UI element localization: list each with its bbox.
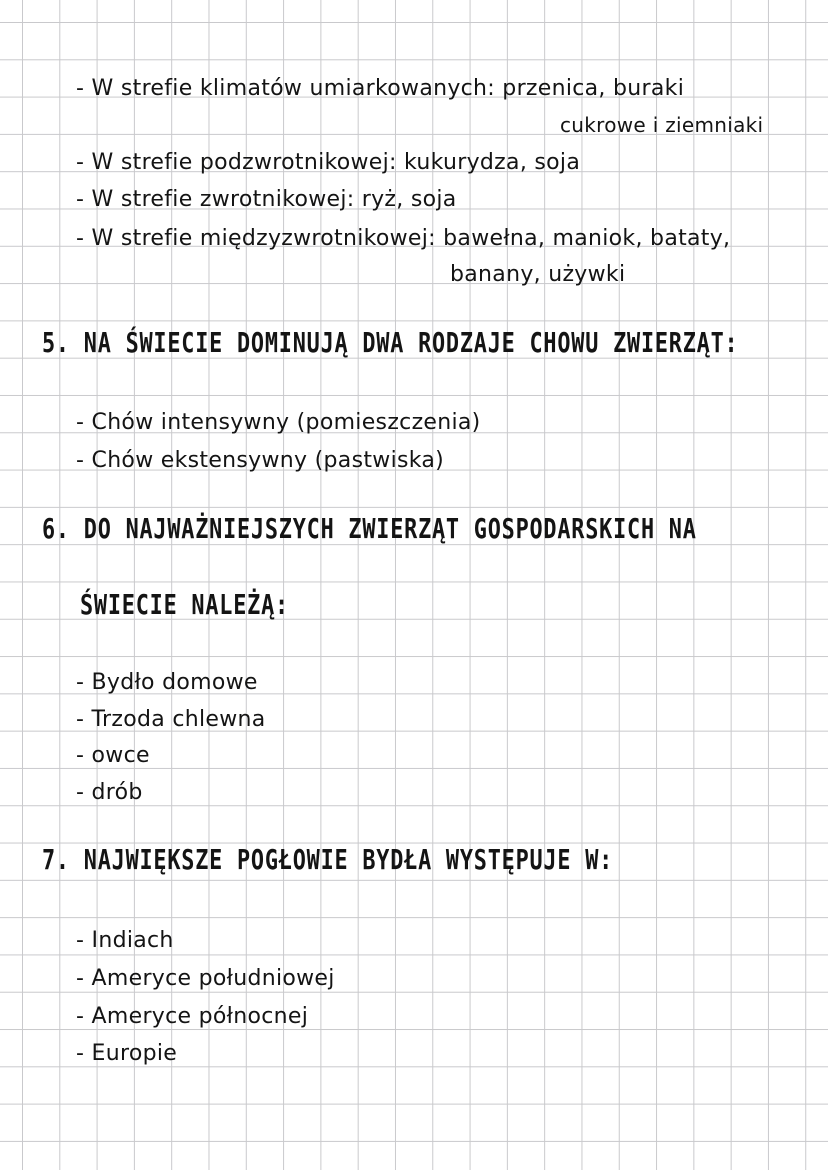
list-item: - Ameryce północnej [76, 1004, 309, 1029]
crop-line-tropical: - W strefie zwrotnikowej: ryż, soja [76, 187, 457, 212]
list-item: - owce [76, 743, 150, 768]
crop-line-intertropical-cont: banany, używki [450, 262, 626, 287]
section-7-heading: 7. NAJWIĘKSZE POGŁOWIE BYDŁA WYSTĘPUJE W: [42, 843, 614, 876]
list-item: - Trzoda chlewna [76, 707, 266, 732]
crop-line-subtropical: - W strefie podzwrotnikowej: kukurydza, soja [76, 150, 581, 175]
list-item: - Indiach [76, 928, 174, 953]
crop-line-temperate: - W strefie klimatów umiarkowanych: przenica, buraki [76, 76, 685, 101]
list-item: - Chów ekstensywny (pastwiska) [76, 448, 445, 473]
list-item: - Chów intensywny (pomieszczenia) [76, 410, 481, 435]
list-item: - Ameryce południowej [76, 966, 335, 991]
list-item: - Europie [76, 1041, 178, 1066]
section-5-heading: 5. NA ŚWIECIE DOMINUJĄ DWA RODZAJE CHOWU ZWIERZĄT: [42, 326, 739, 359]
list-item: - drób [76, 780, 143, 805]
section-6-heading-cont: ŚWIECIE NALEŻĄ: [80, 588, 289, 621]
section-6-heading: 6. DO NAJWAŻNIEJSZYCH ZWIERZĄT GOSPODARSKICH NA [42, 512, 697, 545]
crop-line-temperate-cont: cukrowe i ziemniaki [560, 113, 764, 137]
crop-line-intertropical: - W strefie międzyzwrotnikowej: bawełna, maniok, bataty, [76, 226, 731, 251]
list-item: - Bydło domowe [76, 670, 258, 695]
